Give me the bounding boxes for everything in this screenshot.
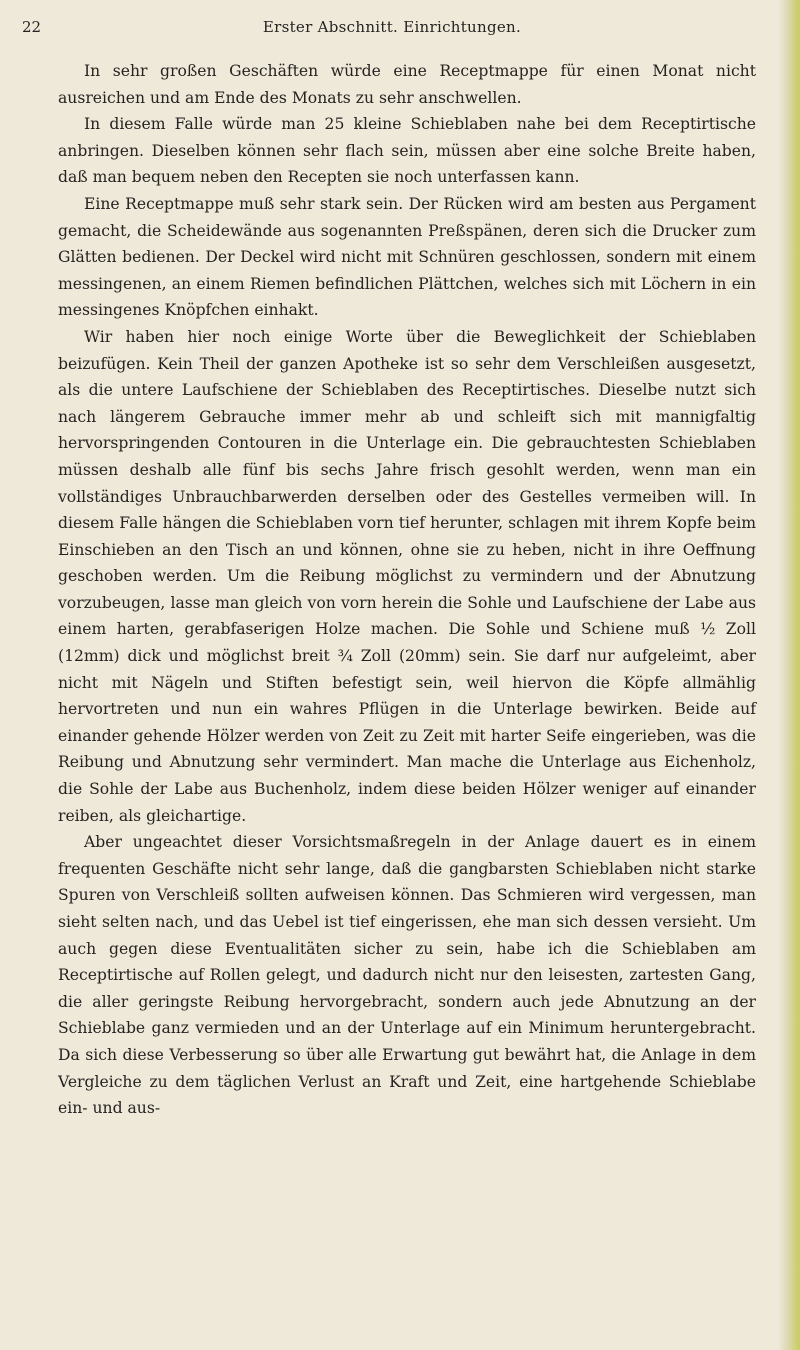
paragraph: In diesem Falle würde man 25 kleine Schieblaben nahe bei dem Receptirtische anbringen. Dieselben können sehr flach sein, müssen aber eine solche Breite haben, daß man bequem neben den Recepten sie noch unterfassen kann. xyxy=(58,115,756,187)
paragraph: In sehr großen Geschäften würde eine Receptmappe für einen Monat nicht ausreichen und am Ende des Monats zu sehr anschwellen. xyxy=(58,62,756,107)
running-title: Erster Abschnitt. Einrichtungen. xyxy=(262,18,522,36)
body-text xyxy=(58,58,756,1122)
paragraph: Aber ungeachtet dieser Vorsichtsmaßregeln in der Anlage dauert es in einem frequenten Geschäfte nicht sehr lange, daß die gangbarsten Schieblaben nicht starke Spuren von Verschleiß sollten aufweisen können. Das Schmieren wird vergessen, man sieht selten nach, und das Uebel ist tief eingerissen, ehe man sich dessen versieht. Um auch gegen diese Eventualitäten sicher zu sein, habe ich die Schieblaben am Receptirtische auf Rollen gelegt, und dadurch nicht nur den leisesten, zartesten Gang, die aller geringste Reibung hervorgebracht, sondern auch jede Abnutzung an der Schieblabe ganz vermieden und an der Unterlage auf ein Minimum heruntergebracht. Da sich diese Verbesserung so über alle Erwartung gut bewährt hat, die Anlage in dem Vergleiche zu dem täglichen Verlust an Kraft und Zeit, eine hartgehende Schieblabe ein- und aus- xyxy=(58,833,756,1118)
page-number: 22 xyxy=(22,18,42,36)
paragraph: Wir haben hier noch einige Worte über die Beweglichkeit der Schieblaben beizufügen. Kein Theil der ganzen Apotheke ist so sehr dem Verschleißen ausgesetzt, als die untere Laufschiene der Schieblaben des Receptirtisches. Dieselbe nutzt sich nach längerem Gebrauche immer mehr ab und schleift sich mit mannigfaltig hervorspringenden Contouren in die Unterlage ein. Die gebrauchtesten Schieblaben müssen deshalb alle fünf bis sechs Jahre frisch gesohlt werden, wenn man ein vollständiges Unbrauchbarwerden derselben oder des Gestelles vermeiben will. In diesem Falle hängen die Schieblaben vorn tief herunter, schlagen mit ihrem Kopfe beim Einschieben an den Tisch an und können, ohne sie zu heben, nicht in ihre Oeffnung geschoben werden. Um die Reibung möglichst zu vermindern und der Abnutzung vorzubeugen, lasse man gleich von vorn herein die Sohle und Laufschiene der Labe aus einem harten, gerabfaserigen Holze machen. Die Sohle und Schiene muß ½ Zoll (12mm) dick und möglichst breit ¾ Zoll (20mm) sein. Sie darf nur aufgeleimt, aber nicht mit Nägeln und Stiften befestigt sein, weil hiervon die Köpfe allmählig hervortreten und nun ein wahres Pflügen in die Unterlage bewirken. Beide auf einander gehende Hölzer werden von Zeit zu Zeit mit harter Seife eingerieben, was die Reibung und Abnutzung sehr vermindert. Man mache die Unterlage aus Eichenholz, die Sohle der Labe aus Buchenholz, indem diese beiden Hölzer weniger auf einander reiben, als gleichartige. xyxy=(58,327,756,825)
paragraph: Eine Receptmappe muß sehr stark sein. Der Rücken wird am besten aus Pergament gemacht, die Scheidewände aus sogenannten Preßspänen, deren sich die Drucker zum Glätten bedienen. Der Deckel wird nicht mit Schnüren geschlossen, sondern mit einem messingenen, an einem Riemen befindlichen Plättchen, welches sich mit Löchern in ein messingenes Knöpfchen einhakt. xyxy=(58,194,756,320)
page-edge xyxy=(778,0,800,1350)
page-header xyxy=(22,18,762,42)
